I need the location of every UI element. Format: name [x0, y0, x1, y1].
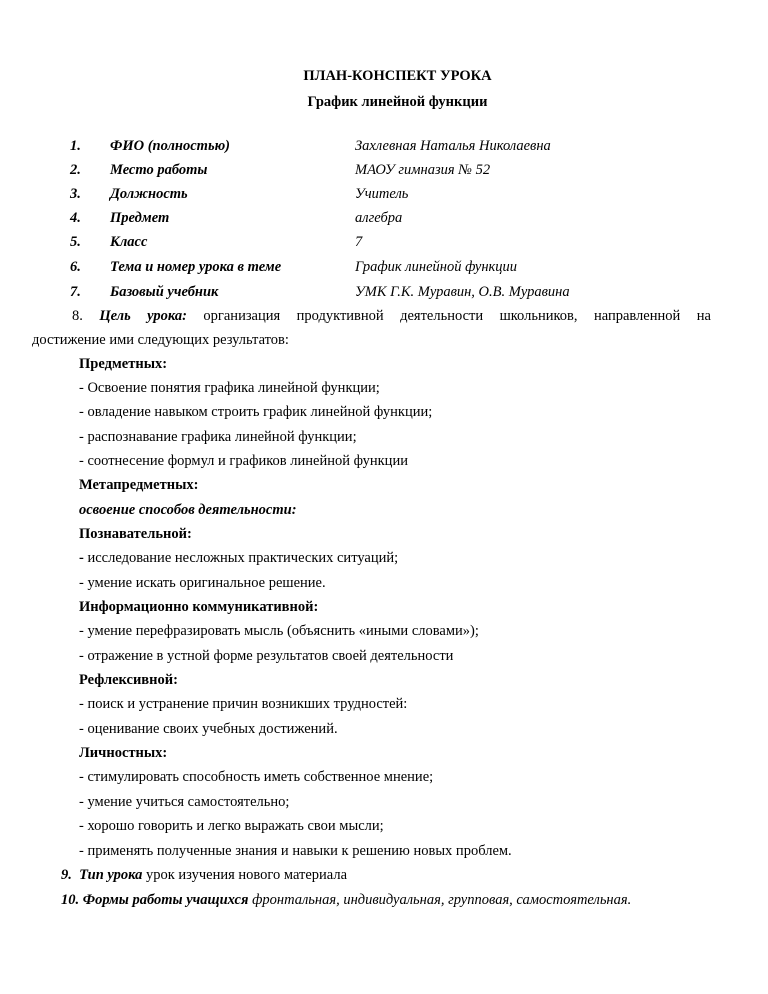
bullet-dash: -: [79, 550, 84, 566]
row-value: МАОУ гимназия № 52: [355, 162, 491, 178]
goal-word: школьников,: [499, 308, 578, 324]
goal-word: организация: [203, 308, 281, 324]
list-item: - стимулировать способность иметь собственное мнение;: [79, 769, 434, 785]
list-item: - соотнесение формул и графиков линейной функции: [79, 453, 408, 469]
list-item: - Освоение понятия графика линейной функции;: [79, 380, 380, 396]
list-item: - отражение в устной форме результатов своей деятельности: [79, 648, 454, 664]
row-number: 7.: [70, 284, 81, 300]
row-value: 7: [355, 234, 363, 250]
row-number: 2.: [70, 162, 81, 178]
row-value: Захлевная Наталья Николаевна: [355, 138, 551, 154]
row-number: 4.: [70, 210, 81, 226]
goal-label-word: урока:: [147, 308, 187, 324]
list-item: - распознавание графика линейной функции;: [79, 429, 357, 445]
list-item: - оценивание своих учебных достижений.: [79, 721, 338, 737]
lesson-type-number: 9.: [61, 867, 72, 883]
work-forms-line: [61, 891, 631, 909]
document-subtitle: График линейной функции: [307, 94, 488, 110]
goal-word: направленной: [593, 308, 681, 324]
lesson-type-label: Тип урока: [79, 867, 143, 883]
goal-word: продуктивной: [296, 308, 384, 324]
goal-label-word: Цель: [99, 308, 131, 324]
work-forms-label: Формы работы учащихся: [82, 892, 249, 908]
row-value: УМК Г.К. Муравин, О.В. Муравина: [355, 284, 570, 300]
work-forms-number: 10.: [61, 892, 80, 908]
list-item: [79, 549, 398, 567]
row-label: Класс: [110, 234, 148, 250]
row-label: Должность: [110, 186, 188, 202]
document-title: ПЛАН-КОНСПЕКТ УРОКА: [303, 68, 492, 84]
goal-word: деятельности: [400, 308, 484, 324]
row-number: 3.: [70, 186, 81, 202]
row-number: 5.: [70, 234, 81, 250]
row-value: Учитель: [355, 186, 409, 202]
list-item: - применять полученные знания и навыки к решению новых проблем.: [79, 843, 512, 859]
row-label: ФИО (полностью): [110, 138, 230, 154]
row-value: алгебра: [355, 210, 403, 226]
list-item-text: исследование несложных практических ситуаций;: [87, 550, 399, 566]
goal-line: [72, 307, 711, 325]
list-item: - овладение навыком строить график линейной функции;: [79, 404, 433, 420]
row-number: 1.: [70, 138, 81, 154]
goal-number: 8.: [72, 308, 83, 324]
list-item: - умение учиться самостоятельно;: [79, 794, 290, 810]
row-label: Предмет: [110, 210, 170, 226]
section-heading-subject: Предметных:: [79, 356, 168, 372]
section-heading-personal: Личностных:: [79, 745, 168, 761]
lesson-type-value: урок изучения нового материала: [146, 867, 348, 883]
goal-continuation: достижение ими следующих результатов:: [32, 332, 289, 348]
section-heading-meta: Метапредметных:: [79, 477, 199, 493]
section-subheading-meta: освоение способов деятельности:: [79, 502, 297, 518]
row-label: Тема и номер урока в теме: [110, 259, 282, 275]
list-item: - поиск и устранение причин возникших трудностей:: [79, 696, 408, 712]
list-item: - умение перефразировать мысль (объяснить «иными словами»);: [79, 623, 479, 639]
section-heading-cognitive: Познавательной:: [79, 526, 192, 542]
row-number: 6.: [70, 259, 81, 275]
list-item: - умение искать оригинальное решение.: [79, 575, 326, 591]
row-value: График линейной функции: [355, 259, 518, 275]
section-heading-communicative: Информационно коммуникативной:: [79, 599, 319, 615]
section-heading-reflexive: Рефлексивной:: [79, 672, 178, 688]
list-item: - хорошо говорить и легко выражать свои мысли;: [79, 818, 384, 834]
row-label: Базовый учебник: [110, 284, 219, 300]
row-label: Место работы: [110, 162, 208, 178]
goal-word: на: [696, 308, 711, 324]
lesson-type-line: [61, 866, 347, 884]
work-forms-value: фронтальная, индивидуальная, групповая, самостоятельная.: [252, 892, 632, 908]
